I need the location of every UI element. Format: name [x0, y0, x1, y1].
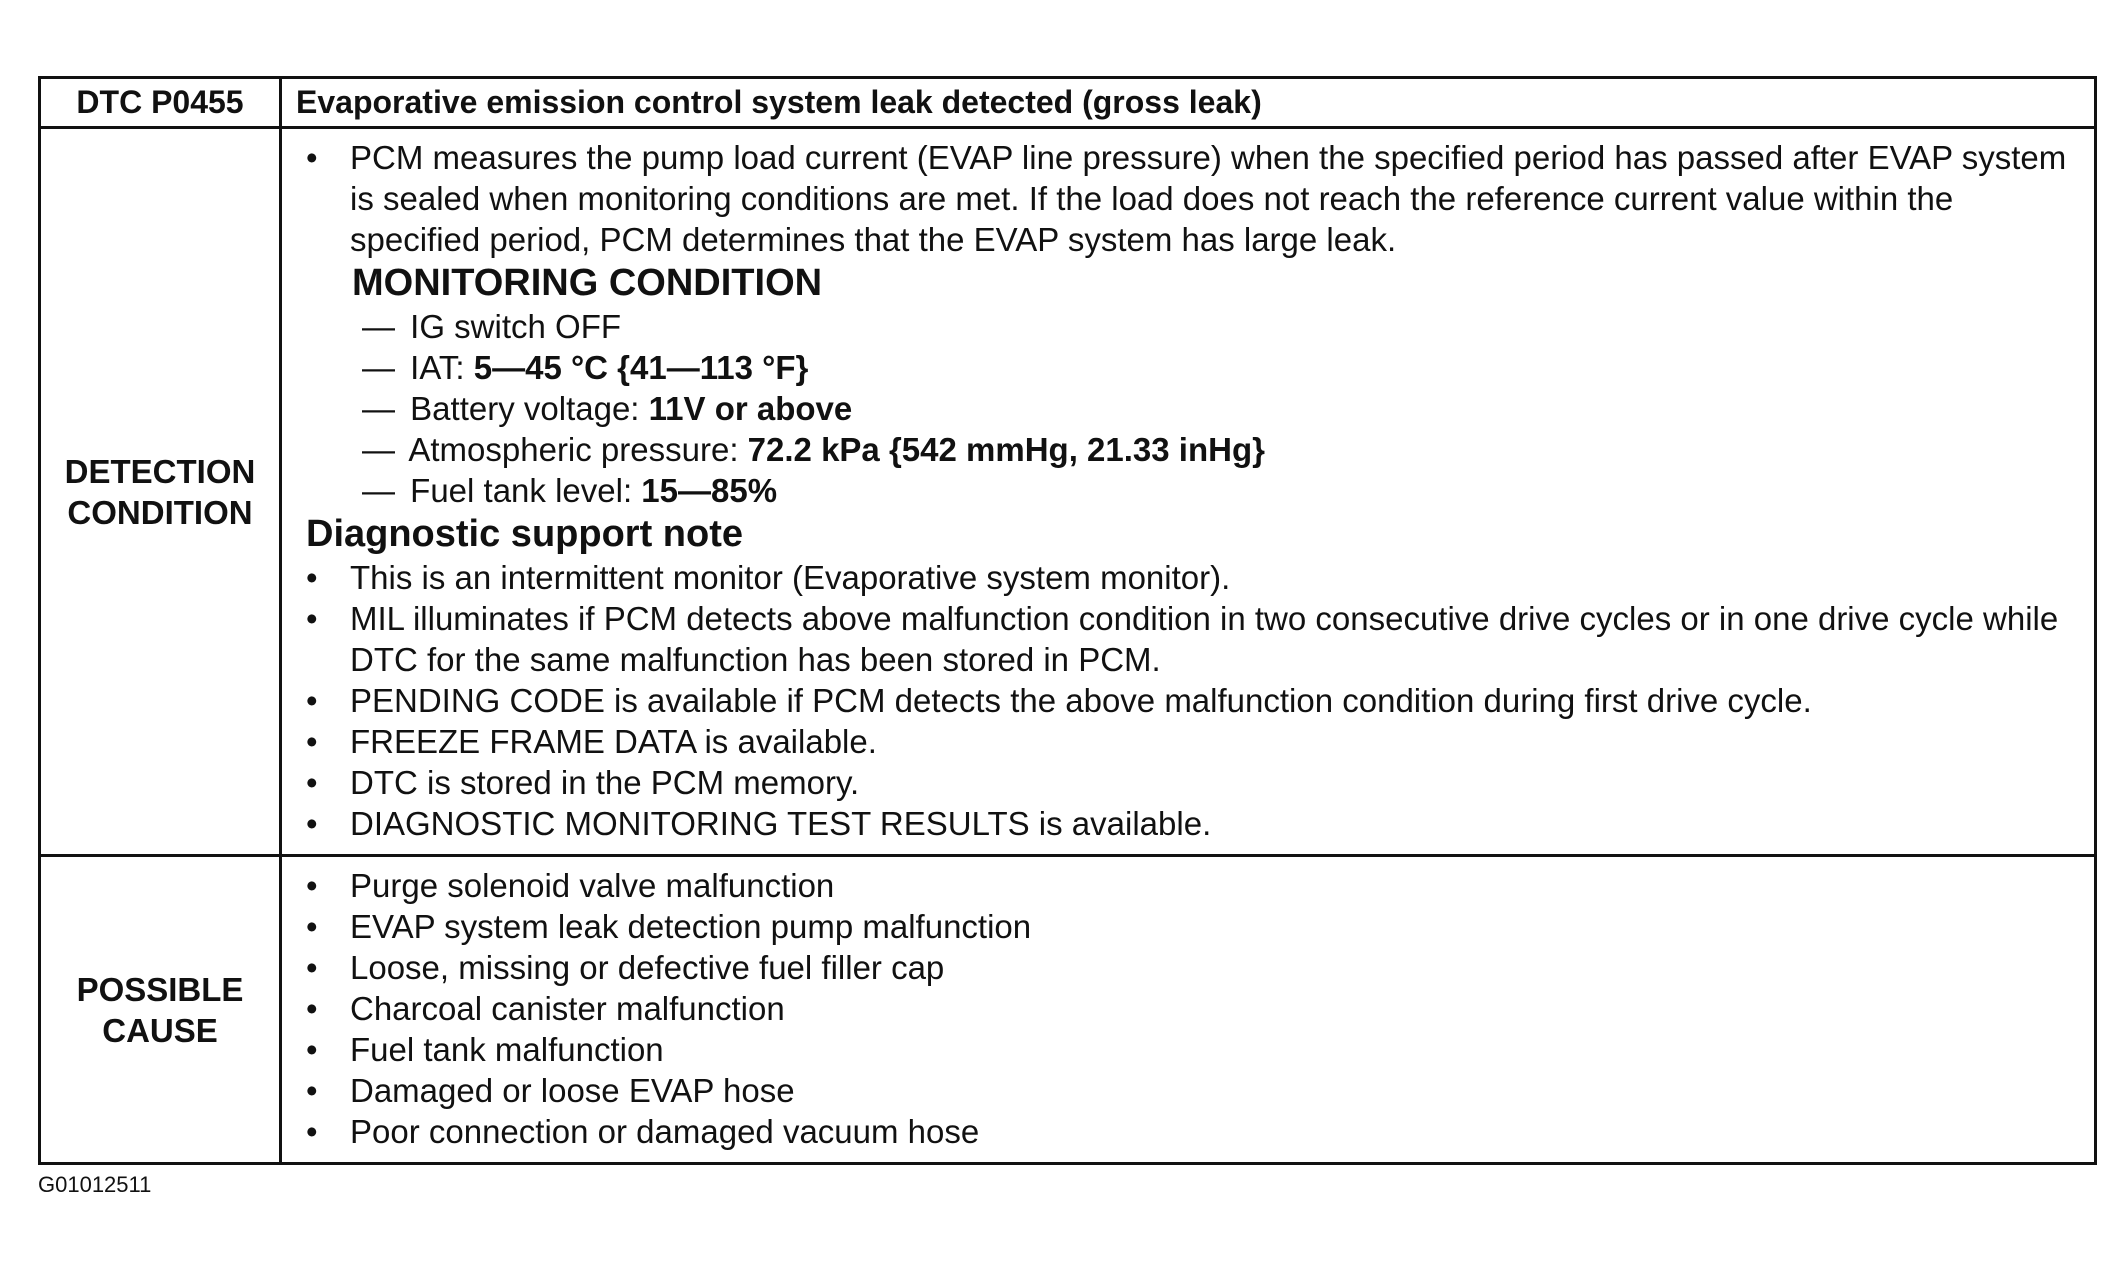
bullet-icon: •	[306, 805, 318, 842]
possible-cause-list	[306, 865, 2080, 1152]
dash-icon: —	[362, 431, 395, 468]
diag-note: DTC is stored in the PCM memory.	[350, 764, 860, 801]
list-item	[362, 347, 2080, 388]
diag-note: PENDING CODE is available if PCM detects the above malfunction condition during first drive cycle.	[350, 682, 1812, 719]
bullet-icon: •	[306, 559, 318, 596]
list-item	[306, 803, 2080, 844]
monitor-value: 11V or above	[648, 390, 853, 427]
diagnostic-support-heading: Diagnostic support note	[306, 513, 743, 555]
bullet-icon: •	[306, 949, 318, 986]
monitor-label: Atmospheric pressure:	[408, 431, 748, 468]
cause-text: Purge solenoid valve malfunction	[350, 867, 835, 904]
bullet-icon: •	[306, 682, 318, 719]
list-item	[306, 1070, 2080, 1111]
list-item	[306, 1111, 2080, 1152]
list-item	[306, 1029, 2080, 1070]
cause-label-line1: POSSIBLE	[76, 970, 244, 1008]
list-item	[306, 947, 2080, 988]
cause-text: Loose, missing or defective fuel filler cap	[350, 949, 945, 986]
dtc-code: DTC P0455	[40, 78, 281, 128]
diagnostic-support-list	[306, 557, 2080, 844]
dash-icon: —	[362, 472, 395, 509]
monitor-label: Battery voltage:	[410, 390, 649, 427]
cause-text: Damaged or loose EVAP hose	[350, 1072, 795, 1109]
dash-icon: —	[362, 349, 395, 386]
monitor-value: 5—45 °C {41—113 °F}	[473, 349, 809, 386]
bullet-icon: •	[306, 723, 318, 760]
detection-label-line1: DETECTION	[64, 452, 256, 490]
possible-cause-label	[40, 856, 281, 1164]
detection-condition-row	[40, 128, 2096, 856]
list-item	[306, 988, 2080, 1029]
dash-icon: —	[362, 390, 395, 427]
list-item	[306, 906, 2080, 947]
figure-code: G01012511	[38, 1172, 152, 1197]
list-item	[306, 598, 2080, 680]
diag-note: This is an intermittent monitor (Evaporative system monitor).	[350, 559, 1231, 596]
monitoring-condition-heading: MONITORING CONDITION	[352, 262, 823, 304]
monitor-label: IG switch OFF	[410, 308, 622, 345]
intro-text: PCM measures the pump load current (EVAP line pressure) when the specified period has passed after EVAP system is sealed when monitoring conditions are met. If the load does not reach the reference current value within the specified period, PCM determines that the EVAP system has large leak.	[350, 139, 2067, 258]
monitor-label: Fuel tank level:	[410, 472, 642, 509]
possible-cause-row	[40, 856, 2096, 1164]
dtc-table	[38, 76, 2097, 1165]
table-header-row	[40, 78, 2096, 128]
diag-note: FREEZE FRAME DATA is available.	[350, 723, 877, 760]
list-item	[306, 721, 2080, 762]
diag-note: MIL illuminates if PCM detects above malfunction condition in two consecutive drive cycles or in one drive cycle while DTC for the same malfunction has been stored in PCM.	[350, 600, 2059, 678]
detection-label-line2: CONDITION	[67, 493, 253, 531]
list-item	[362, 470, 2080, 511]
detection-intro-list	[306, 137, 2080, 260]
list-item	[306, 137, 2080, 260]
list-item	[362, 429, 2080, 470]
bullet-icon: •	[306, 600, 318, 637]
bullet-icon: •	[306, 908, 318, 945]
bullet-icon: •	[306, 1113, 318, 1150]
list-item	[306, 762, 2080, 803]
cause-text: Charcoal canister malfunction	[350, 990, 785, 1027]
list-item	[362, 388, 2080, 429]
monitor-label: IAT:	[410, 349, 474, 386]
monitor-value: 15—85%	[641, 472, 778, 509]
dtc-title: Evaporative emission control system leak detected (gross leak)	[281, 78, 2096, 128]
cause-text: Poor connection or damaged vacuum hose	[350, 1113, 980, 1150]
detection-condition-label	[40, 128, 281, 856]
bullet-icon: •	[306, 764, 318, 801]
list-item	[306, 557, 2080, 598]
diag-note: DIAGNOSTIC MONITORING TEST RESULTS is available.	[350, 805, 1212, 842]
cause-text: Fuel tank malfunction	[350, 1031, 664, 1068]
list-item	[306, 680, 2080, 721]
monitoring-condition-list	[306, 306, 2080, 511]
possible-cause-content	[281, 856, 2096, 1164]
bullet-icon: •	[306, 139, 318, 176]
monitor-value: 72.2 kPa {542 mmHg, 21.33 inHg}	[747, 431, 1265, 468]
cause-label-line2: CAUSE	[102, 1011, 218, 1049]
bullet-icon: •	[306, 990, 318, 1027]
list-item	[362, 306, 2080, 347]
bullet-icon: •	[306, 867, 318, 904]
dash-icon: —	[362, 308, 395, 345]
list-item	[306, 865, 2080, 906]
bullet-icon: •	[306, 1072, 318, 1109]
bullet-icon: •	[306, 1031, 318, 1068]
detection-condition-content	[281, 128, 2096, 856]
cause-text: EVAP system leak detection pump malfunction	[350, 908, 1032, 945]
